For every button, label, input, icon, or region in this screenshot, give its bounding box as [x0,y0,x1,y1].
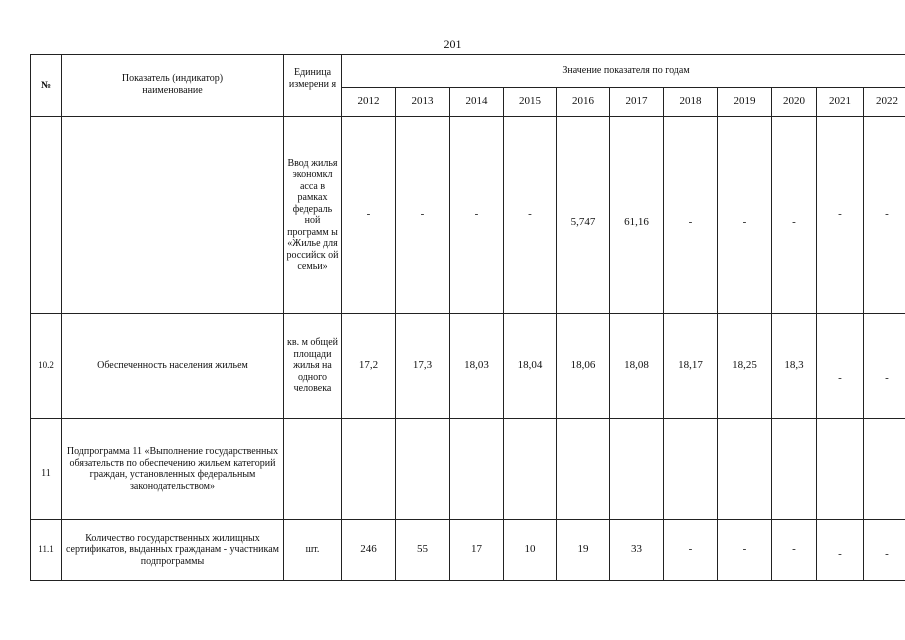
value-cell [342,419,396,520]
row-number: 11 [31,419,62,520]
value-cell [450,419,504,520]
value-cell: 18,08 [610,314,664,419]
page-number: 201 [443,37,462,51]
header-row [31,55,905,88]
col-header-unit: Единица измерени я [284,55,342,117]
table-row [31,117,905,314]
value-cell: 18,03 [450,314,504,419]
value-cell: 18,25 [718,314,772,419]
value-cell: 17,3 [396,314,450,419]
value-cell [557,419,610,520]
unit-cell [284,419,342,520]
indicator-name: Количество государственных жилищных сертификатов, выданных гражданам - участникам подпрограммы [62,520,284,581]
value-cell: - [718,117,772,314]
year-header: 2020 [772,88,817,117]
value-cell: - [864,520,905,581]
value-cell: - [342,117,396,314]
value-cell: 10 [504,520,557,581]
value-cell: - [817,520,864,581]
col-header-indicator: Показатель (индикатор) наименование [62,55,284,117]
value-cell: 17 [450,520,504,581]
indicator-name: Обеспеченность населения жильем [62,314,284,419]
value-cell [396,419,450,520]
year-header: 2022 [864,88,905,117]
value-cell: 18,17 [664,314,718,419]
row-number [31,117,62,314]
value-cell: - [664,117,718,314]
row-number: 11.1 [31,520,62,581]
value-cell: 17,2 [342,314,396,419]
row-number: 10.2 [31,314,62,419]
value-cell: - [664,520,718,581]
value-cell: - [396,117,450,314]
value-cell: 246 [342,520,396,581]
indicators-table [30,54,905,581]
value-cell: - [504,117,557,314]
value-cell [664,419,718,520]
table-row [31,419,905,520]
value-cell [817,419,864,520]
value-cell: - [450,117,504,314]
value-cell: - [864,117,905,314]
subprogram-title: Подпрограмма 11 «Выполнение государственных обязательств по обеспечению жильем категорий граждан, установленных федеральным законодательством» [62,419,284,520]
year-header: 2013 [396,88,450,117]
year-header: 2021 [817,88,864,117]
value-cell: - [718,520,772,581]
year-header: 2017 [610,88,664,117]
value-cell: 18,06 [557,314,610,419]
indicator-name [62,117,284,314]
year-header: 2018 [664,88,718,117]
year-header: 2016 [557,88,610,117]
value-cell: 33 [610,520,664,581]
value-cell [864,419,905,520]
year-header: 2012 [342,88,396,117]
value-cell: 18,3 [772,314,817,419]
value-cell: 55 [396,520,450,581]
value-cell: - [864,314,905,419]
value-cell: 18,04 [504,314,557,419]
unit-cell: кв. м общей площади жилья на одного человека [284,314,342,419]
value-cell [504,419,557,520]
value-cell: - [817,117,864,314]
value-cell: 19 [557,520,610,581]
value-cell [610,419,664,520]
value-cell: - [817,314,864,419]
year-header: 2014 [450,88,504,117]
value-cell [718,419,772,520]
unit-cell: Ввод жилья экономкл асса в рамках федераль ной программ ы «Жилье для российск ой семьи» [284,117,342,314]
table-row [31,314,905,419]
value-cell: - [772,117,817,314]
unit-cell: шт. [284,520,342,581]
year-header: 2019 [718,88,772,117]
value-cell: 5,747 [557,117,610,314]
value-cell: 61,16 [610,117,664,314]
value-cell: - [772,520,817,581]
value-cell [772,419,817,520]
col-header-no: № [31,55,62,117]
table-row [31,520,905,581]
col-header-values: Значение показателя по годам [342,55,905,88]
year-header: 2015 [504,88,557,117]
